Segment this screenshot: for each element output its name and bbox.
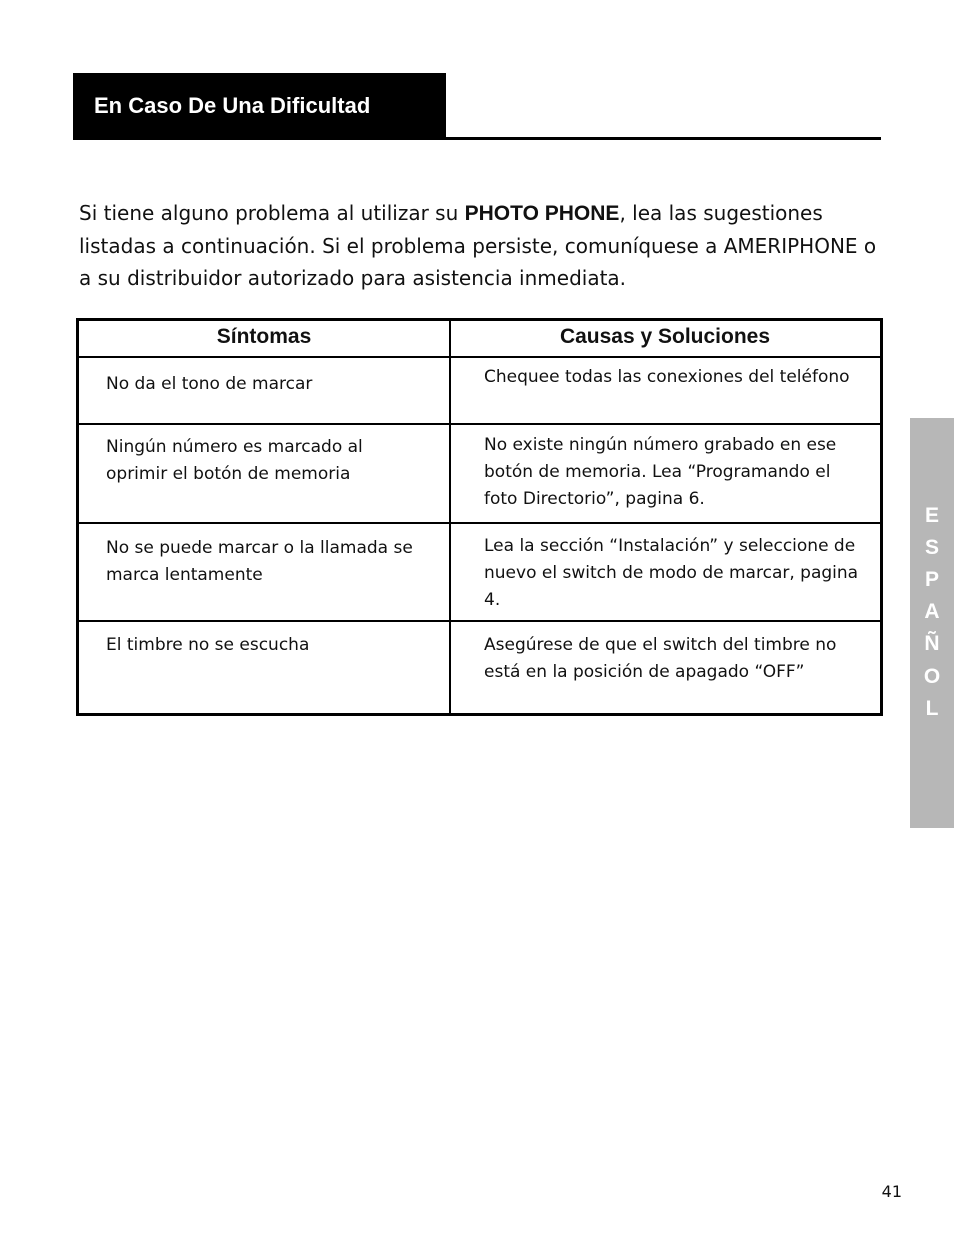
table-row-2-symptom: Ningún número es marcado al oprimir el botón de memoria bbox=[106, 437, 363, 484]
side-tab-letter: P bbox=[924, 568, 939, 591]
column-divider bbox=[449, 321, 451, 713]
table-row-1-solution: Chequee todas las conexiones del teléfono bbox=[484, 367, 850, 387]
section-header bbox=[73, 73, 446, 139]
intro-text-end: , lea las sugestiones listadas a continuación. Si el problema persiste, comuníquese a AMERIPHONE o a su distribuidor autorizado para asistencia inmediata. bbox=[79, 201, 877, 290]
table-row-3-solution: Lea la sección “Instalación” y seleccione de nuevo el switch de modo de marcar, pagina 4. bbox=[484, 536, 859, 610]
header-row-divider bbox=[79, 356, 880, 358]
side-tab-letter: S bbox=[924, 536, 939, 559]
side-tab-letter: A bbox=[924, 600, 940, 623]
troubleshooting-table bbox=[76, 318, 883, 716]
table-row-2-solution: No existe ningún número grabado en ese botón de memoria. Lea “Programando el foto Directorio”, pagina 6. bbox=[484, 435, 837, 509]
table-row-1-symptom: No da el tono de marcar bbox=[106, 374, 313, 394]
intro-paragraph bbox=[79, 197, 879, 294]
side-tab-letter: E bbox=[924, 504, 939, 527]
section-title: En Caso De Una Dificultad bbox=[94, 93, 371, 118]
side-tab-letter: Ñ bbox=[924, 632, 940, 655]
table-row-4-symptom: El timbre no se escucha bbox=[106, 635, 310, 655]
table-row-4-solution: Asegúrese de que el switch del timbre no está en la posición de apagado “OFF” bbox=[484, 635, 837, 682]
side-tab-letter: O bbox=[923, 665, 941, 688]
row-divider bbox=[79, 423, 880, 425]
intro-text-start: Si tiene alguno problema al utilizar su bbox=[79, 201, 465, 225]
row-divider bbox=[79, 620, 880, 622]
language-side-tab bbox=[910, 418, 954, 828]
page-number: 41 bbox=[881, 1182, 902, 1201]
table-row-3-symptom: No se puede marcar o la llamada se marca lentamente bbox=[106, 538, 413, 585]
column-header-solutions: Causas y Soluciones bbox=[559, 325, 771, 348]
row-divider bbox=[79, 522, 880, 524]
side-tab-letter: L bbox=[925, 697, 939, 720]
column-header-symptoms: Síntomas bbox=[216, 325, 312, 348]
header-rule bbox=[73, 137, 881, 140]
product-name: PHOTO PHONE bbox=[464, 202, 620, 225]
